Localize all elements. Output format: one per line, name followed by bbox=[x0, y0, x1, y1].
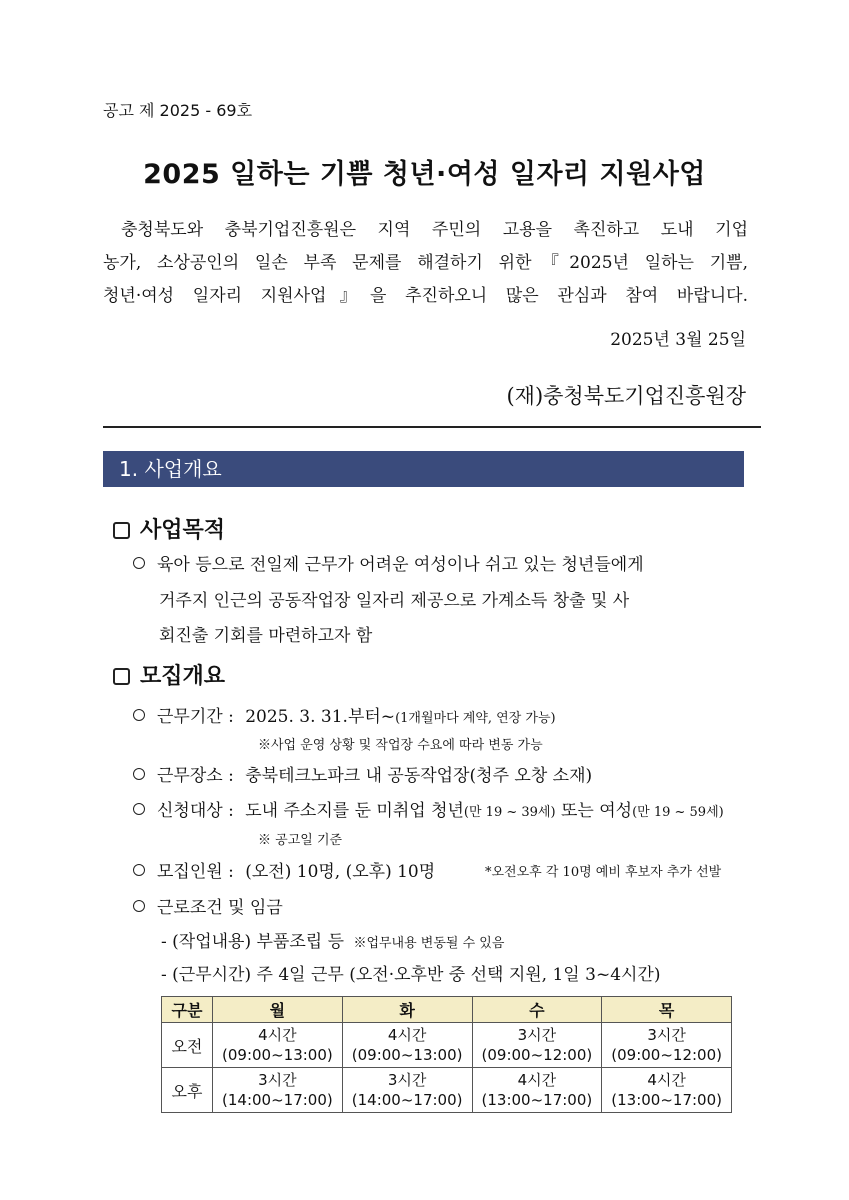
target-value-b: 또는 여성 bbox=[555, 801, 633, 821]
target-note: ※ 공고일 기준 bbox=[258, 833, 343, 848]
target-age-a: (만 19 ~ 39세) bbox=[463, 805, 556, 820]
table-cell bbox=[472, 1023, 602, 1068]
divider bbox=[103, 426, 761, 428]
target-value-a: 도내 주소지를 둔 미취업 청년 bbox=[245, 801, 464, 821]
cell-hours: 4시간 bbox=[647, 1071, 686, 1089]
document-title: 2025 일하는 기쁨 청년·여성 일자리 지원사업 bbox=[143, 159, 706, 190]
circle-bullet-icon bbox=[133, 803, 145, 815]
count-label: 모집인원 : bbox=[157, 862, 234, 882]
table-header-cell: 월 bbox=[213, 997, 343, 1023]
count-line bbox=[133, 857, 435, 882]
table-header-cell: 화 bbox=[342, 997, 472, 1023]
circle-bullet-icon bbox=[133, 864, 145, 876]
work-content-note: ※업무내용 변동될 수 있음 bbox=[353, 936, 505, 951]
target-line bbox=[133, 796, 724, 821]
intro-line: 청년·여성 일자리 지원사업』을 추진하오니 많은 관심과 참여 바랍니다. bbox=[103, 286, 748, 306]
cell-time: (09:00~12:00) bbox=[481, 1046, 593, 1064]
schedule-table bbox=[161, 996, 732, 1113]
cell-time: (13:00~17:00) bbox=[481, 1091, 593, 1109]
circle-bullet-icon bbox=[133, 709, 145, 721]
cell-time: (14:00~17:00) bbox=[351, 1091, 463, 1109]
cell-time: (09:00~13:00) bbox=[222, 1046, 333, 1064]
work-content: - (작업내용) 부품조립 등 bbox=[161, 932, 345, 952]
table-header-cell: 수 bbox=[472, 997, 602, 1023]
intro-line: 농가, 소상공인의 일손 부족 문제를 해결하기 위한『2025년 일하는 기쁨, bbox=[103, 253, 748, 273]
conditions-line bbox=[133, 893, 283, 918]
issuer-name: (재)충청북도기업진흥원장 bbox=[506, 384, 746, 408]
period-detail: (1개월마다 계약, 연장 가능) bbox=[395, 711, 556, 726]
place-line bbox=[133, 761, 592, 786]
cell-hours: 4시간 bbox=[517, 1071, 557, 1089]
table-row bbox=[162, 1068, 732, 1113]
purpose-line: 회진출 기회를 마련하고자 함 bbox=[159, 626, 373, 646]
target-age-b: (만 19 ~ 59세) bbox=[632, 805, 724, 820]
count-value: (오전) 10명, (오후) 10명 bbox=[245, 862, 436, 882]
intro-line: 충청북도와 충북기업진흥원은 지역 주민의 고용을 촉진하고 도내 기업 bbox=[121, 220, 748, 240]
circle-bullet-icon bbox=[133, 768, 145, 780]
table-cell bbox=[602, 1023, 732, 1068]
period-note: ※사업 운영 상황 및 작업장 수요에 따라 변동 가능 bbox=[258, 738, 543, 753]
notice-date: 2025년 3월 25일 bbox=[610, 330, 746, 350]
conditions-label: 근로조건 및 임금 bbox=[157, 898, 283, 918]
table-cell bbox=[472, 1068, 602, 1113]
row-label: 오후 bbox=[162, 1068, 213, 1113]
place-label: 근무장소 : bbox=[157, 766, 234, 786]
table-cell bbox=[602, 1068, 732, 1113]
cell-hours: 3시간 bbox=[258, 1071, 297, 1089]
purpose-line: 거주지 인근의 공동작업장 일자리 제공으로 가계소득 창출 및 사 bbox=[159, 591, 630, 611]
place-value: 충북테크노파크 내 공동작업장(청주 오창 소재) bbox=[245, 766, 593, 786]
table-cell bbox=[213, 1023, 343, 1068]
notice-number: 공고 제 2025 - 69호 bbox=[103, 101, 253, 120]
table-header-cell: 구분 bbox=[162, 997, 213, 1023]
table-cell bbox=[342, 1023, 472, 1068]
intro-paragraph bbox=[103, 214, 748, 313]
purpose-text: 육아 등으로 전일제 근무가 어려운 여성이나 쉬고 있는 청년들에게 bbox=[157, 555, 644, 575]
cell-hours: 4시간 bbox=[258, 1026, 297, 1044]
work-hours-line: - (근무시간) 주 4일 근무 (오전·오후반 중 선택 지원, 1일 3~4시간) bbox=[161, 965, 661, 985]
recruit-heading bbox=[113, 659, 225, 690]
recruit-heading-label: 모집개요 bbox=[140, 664, 226, 689]
cell-hours: 3시간 bbox=[647, 1026, 686, 1044]
period-value: 2025. 3. 31.부터~ bbox=[245, 707, 396, 727]
cell-hours: 4시간 bbox=[387, 1026, 427, 1044]
period-line bbox=[133, 702, 556, 727]
row-label: 오전 bbox=[162, 1023, 213, 1068]
purpose-line bbox=[133, 550, 644, 575]
square-bullet-icon bbox=[113, 522, 130, 539]
circle-bullet-icon bbox=[133, 557, 145, 569]
purpose-heading bbox=[113, 513, 225, 544]
table-header-row bbox=[162, 997, 732, 1023]
square-bullet-icon bbox=[113, 668, 130, 685]
work-content-line bbox=[161, 927, 504, 952]
count-note: *오전오후 각 10명 예비 후보자 추가 선발 bbox=[485, 865, 722, 880]
period-label: 근무기간 : bbox=[157, 707, 234, 727]
circle-bullet-icon bbox=[133, 900, 145, 912]
cell-time: (09:00~13:00) bbox=[351, 1046, 463, 1064]
cell-time: (09:00~12:00) bbox=[611, 1046, 722, 1064]
table-cell bbox=[342, 1068, 472, 1113]
cell-time: (14:00~17:00) bbox=[222, 1091, 333, 1109]
cell-hours: 3시간 bbox=[517, 1026, 557, 1044]
purpose-heading-label: 사업목적 bbox=[140, 518, 226, 543]
cell-hours: 3시간 bbox=[387, 1071, 427, 1089]
target-label: 신청대상 : bbox=[157, 801, 234, 821]
table-cell bbox=[213, 1068, 343, 1113]
table-header-cell: 목 bbox=[602, 997, 732, 1023]
section-heading-bar: 1. 사업개요 bbox=[103, 451, 744, 487]
cell-time: (13:00~17:00) bbox=[611, 1091, 722, 1109]
table-row bbox=[162, 1023, 732, 1068]
